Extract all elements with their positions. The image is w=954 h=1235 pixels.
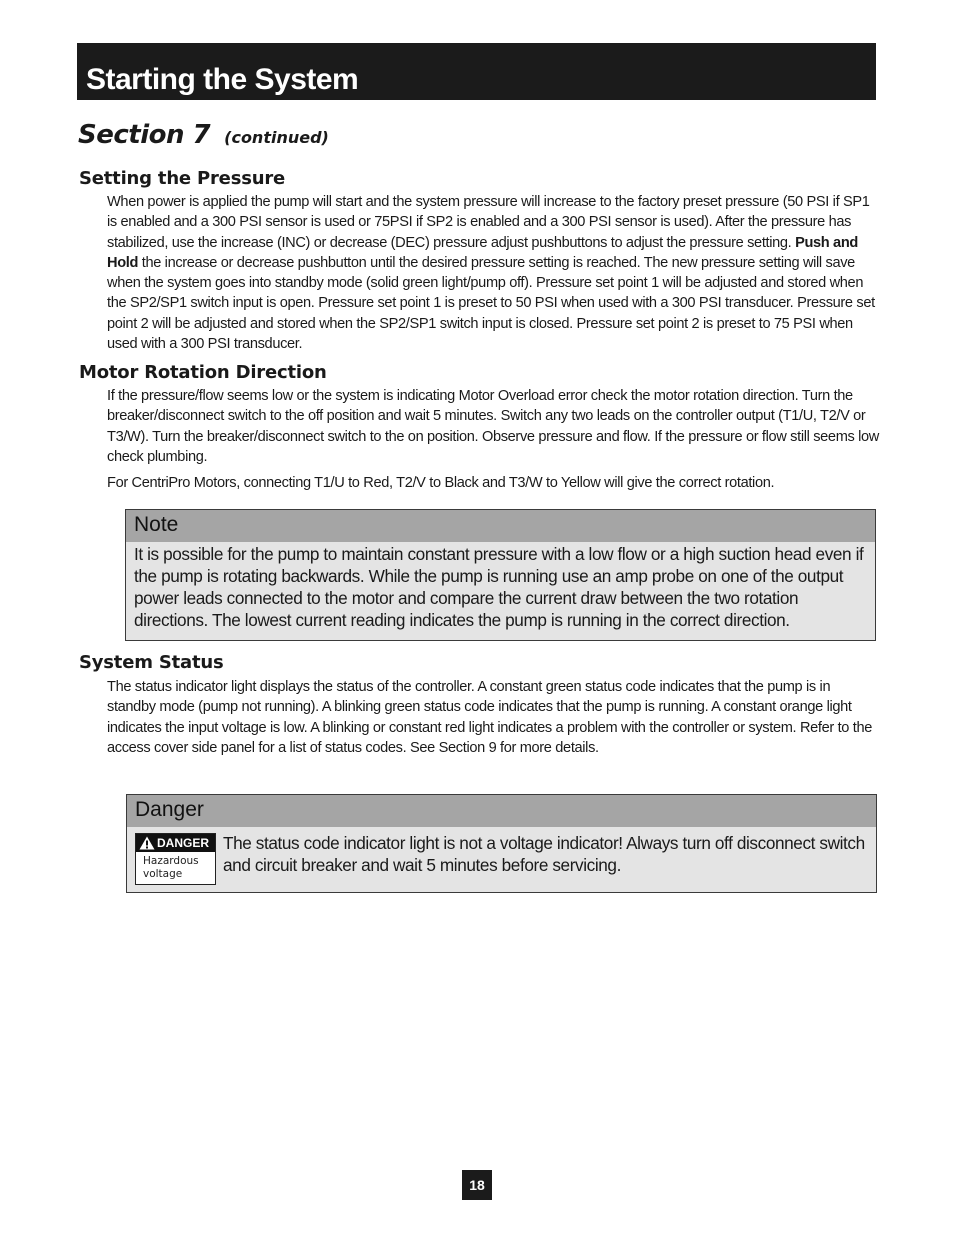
heading-system-status: System Status [79,652,224,673]
section-continued: (continued) [224,128,329,147]
page-number: 18 [462,1170,492,1200]
danger-label-word: DANGER [157,836,210,850]
danger-label-line-1: Hazardous [143,855,199,867]
page-header-title: Starting the System [86,63,359,96]
note-title: Note [126,510,875,542]
section-title: Section 7 [78,120,211,150]
danger-text: The status code indicator light is not a voltage indicator! Always turn off disconnect switch and circuit breaker and wait 5 minutes before servicing. [223,833,865,875]
note-callout [125,509,876,641]
heading-setting-pressure: Setting the Pressure [79,168,286,189]
setting-pressure-text-1: When power is applied the pump will start and the system pressure will increase to the factory preset pressure (50 PSI if SP1 is enabled and a 300 PSI sensor is used or 75PSI if SP2 is enabled and a 300 PSI sensor is used). After the pressure has stabilized, use the increase (INC) or decrease (DEC) pressure adjust pushbuttons to adjust the pressure setting. [107,194,870,251]
heading-motor-rotation: Motor Rotation Direction [79,362,327,383]
setting-pressure-bold: Push and Hold [107,234,858,271]
danger-content [127,827,876,885]
danger-label [135,833,216,885]
paragraph-motor-rotation-1: If the pressure/flow seems low or the system is indicating Motor Overload error check the motor rotation direction. Turn the breaker/disconnect switch to the off position and wait 5 minutes. Switch any two leads on the controller output (T1/U, T2/V or T3/W). Turn the breaker/disconnect switch to the on position. Observe pressure and flow. If the pressure or flow still seems low check plumbing. [107,388,880,465]
paragraph-motor-rotation-2: For CentriPro Motors, connecting T1/U to Red, T2/V to Black and T3/W to Yellow will give the correct rotation. [107,475,775,491]
section-heading [78,120,329,150]
danger-callout [126,794,877,893]
danger-label-line-2: voltage [143,868,183,880]
warning-triangle-icon [139,836,155,850]
note-text: It is possible for the pump to maintain constant pressure with a low flow or a high suction head even if the pump is rotating backwards. While the pump is running use an amp probe on one of the output power leads connected to the motor and compare the current draw between the two rotation directions. The lowest current reading indicates the pump is running in the correct direction. [134,544,864,630]
page-header-bar [77,43,876,100]
danger-label-strip [136,834,215,852]
paragraph-system-status: The status indicator light displays the status of the controller. A constant green status code indicates that the pump is in standby mode (pump not running). A blinking green status code indicates that the pump is running. A constant orange light indicates the input voltage is low. A blinking or constant red light indicates a problem with the controller or system. Refer to the access cover side panel for a list of status codes. See Section 9 for more details. [107,679,872,756]
danger-label-caption [136,852,215,881]
setting-pressure-text-2: the increase or decrease pushbutton until the desired pressure setting is reached. The new pressure setting will save when the system goes into standby mode (solid green light/pump off). Pressure set point 1 will be adjusted and stored when the SP2/SP1 switch input is open. Pressure set point 1 is preset to 50 PSI when used with a 300 PSI transducer. Pressure set point 2 will be adjusted and stored when the SP2/SP1 switch input is closed. Pressure set point 2 is preset to 75 PSI when used with a 300 PSI transducer. [107,254,875,353]
danger-title: Danger [127,795,876,827]
paragraph-setting-pressure [107,192,882,354]
